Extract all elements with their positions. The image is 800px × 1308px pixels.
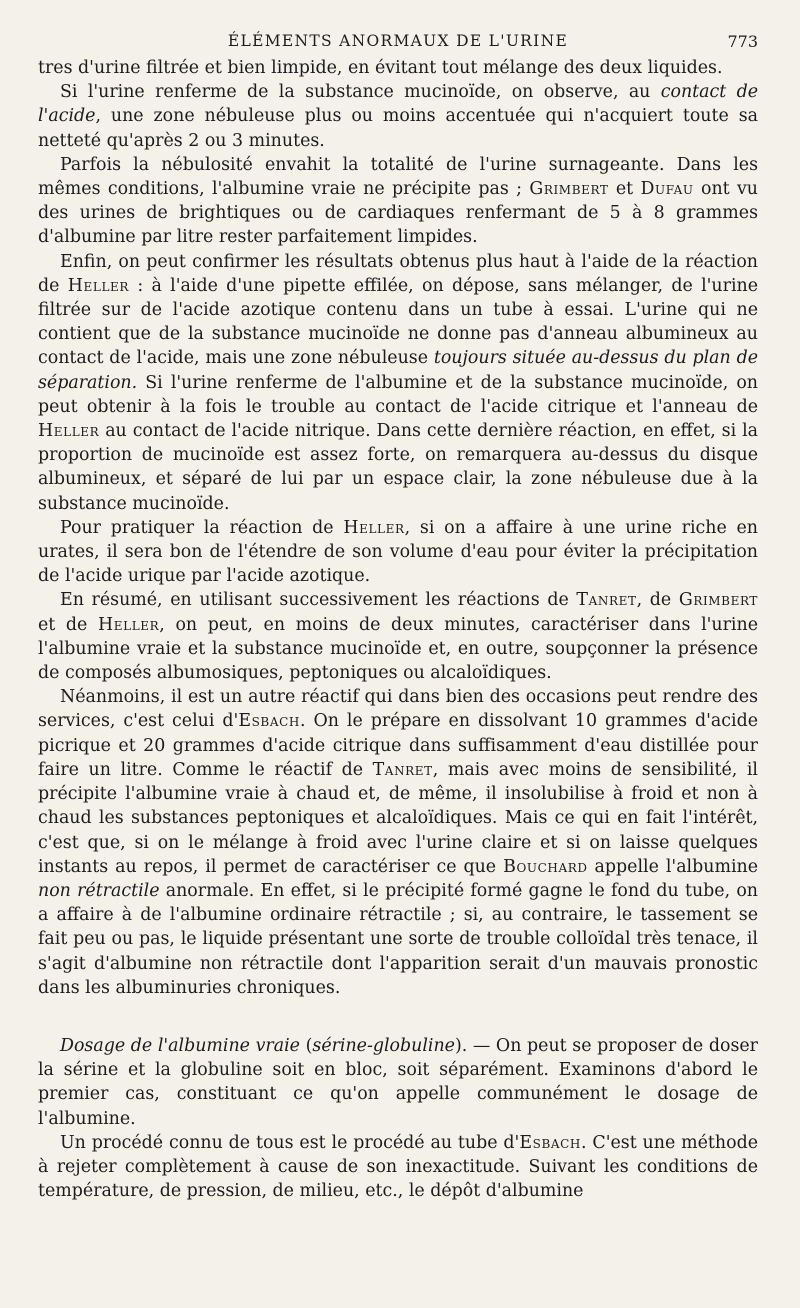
author-name: Heller	[67, 275, 130, 296]
text-run: Néanmoins, il est un autre réactif qui dans bien des occasions peut rendre des services, c'est celui d'	[38, 687, 758, 732]
italic-run: non rétractile	[38, 880, 160, 901]
italic-run: contact de l'acide	[38, 82, 758, 127]
text-run: tres d'urine filtrée et bien limpide, en évitant tout mélange des deux liquides.	[38, 58, 723, 78]
author-name: Bouchard	[503, 856, 588, 877]
text-run: , si on a affaire à une urine riche en urates, il sera bon de l'étendre de son volume d'eau pour éviter la précipitation de l'acide urique par l'acide azotique.	[38, 517, 758, 587]
text-run: et	[608, 179, 641, 200]
paragraph-esbach-reagent	[38, 685, 758, 1000]
paragraph-urates	[38, 516, 758, 589]
text-run: ). — On peut se proposer de doser la sérine et la globuline soit en bloc, soit séparément. Examinons d'abord le premier cas, constituant ce qu'on appelle communément le dosage de l'albumine.	[38, 1035, 758, 1129]
text-run: Pour pratiquer la réaction de	[60, 517, 344, 538]
text-run: , mais avec moins de sensibilité, il précipite l'albumine vraie à chaud et, de même, il insolubilise à froid et non à chaud les substances peptoniques et alcaloïdiques. Mais ce qui en fait l'intérêt, c'est que, si on le mélange à froid avec l'urine claire et si on laisse quelques instants au repos, il permet de caractériser ce que	[38, 759, 758, 877]
text-run: Si l'urine renferme de l'albumine et de la substance mucinoïde, on peut obtenir à la fois le trouble au contact de l'acide citrique et l'anneau de	[38, 372, 758, 417]
author-name: Dufau	[640, 179, 694, 200]
paragraph-mucinoid-contact	[38, 80, 758, 153]
italic-run: toujours située au-dessus du plan de séparation.	[38, 348, 758, 393]
paragraph-continuation	[38, 56, 758, 80]
text-run: appelle l'albumine	[587, 856, 758, 877]
body-text	[38, 56, 758, 1203]
text-run: , de	[636, 590, 679, 611]
author-name: Tanret	[576, 590, 637, 611]
text-run: ont vu des urines de brightiques ou de cardiaques renfermant de 5 à 8 grammes d'albumine par litre rester parfaitement limpides.	[38, 179, 759, 248]
section-heading: Dosage de l'albumine vraie	[60, 1035, 300, 1056]
author-name: Grimbert	[678, 590, 758, 611]
text-run: anormale. En effet, si le précipité formé gagne le fond du tube, on a affaire à de l'albumine ordinaire rétractile ; si, au contraire, le tassement se fait peu ou pas, le liquide présentant une sorte de trouble colloïdal très tenace, il s'agit d'albumine non rétractile dont l'apparition serait d'un mauvais pronostic dans les albuminuries chroniques.	[38, 880, 758, 998]
text-run: (	[299, 1035, 313, 1056]
paragraph-esbach-tube	[38, 1131, 758, 1204]
text-run: . C'est une méthode à rejeter complètement à cause de son inexactitude. Suivant les conditions de température, de pression, de milieu, etc., le dépôt d'albumine	[38, 1132, 758, 1202]
text-run: Enfin, on peut confirmer les résultats obtenus plus haut à l'aide de la réaction de	[38, 251, 758, 296]
paragraph-dosage-heading	[38, 1034, 758, 1131]
author-name: Heller	[343, 517, 405, 538]
paragraph-nebulosity	[38, 153, 758, 250]
text-run: Parfois la nébulosité envahit la totalité de l'urine surnageante. Dans les mêmes conditions, l'albumine vraie ne précipite pas ;	[38, 154, 758, 200]
text-run: au contact de l'acide nitrique. Dans cette dernière réaction, en effet, si la proportion de mucinoïde est assez forte, on remarquera au-dessus du disque albumineux, et séparé de lui par un espace clair, la zone nébuleuse due à la substance mucinoïde.	[38, 421, 758, 514]
text-run: , on peut, en moins de deux minutes, caractériser dans l'urine l'albumine vraie et la substance mucinoïde et, en outre, soupçonner la présence de composés albumosiques, peptoniques ou alcaloïdiques.	[38, 614, 758, 684]
text-run: . On le prépare en dissolvant 10 grammes d'acide picrique et 20 grammes d'acide citrique dans suffisamment d'eau distillée pour faire un litre. Comme le réactif de	[38, 711, 758, 780]
author-name: Grimbert	[529, 179, 609, 200]
text-run: En résumé, en utilisant successivement les réactions de	[60, 590, 577, 611]
text-run: Un procédé connu de tous est le procédé au tube d'	[60, 1132, 520, 1153]
page-number: 773	[727, 32, 758, 51]
author-name: Esbach	[519, 1132, 581, 1153]
text-run: : à l'aide d'une pipette effilée, on dépose, sans mélanger, de l'urine filtrée sur de l'acide azotique contenu dans un tube à essai. L'urine qui ne contient que de la substance mucinoïde ne donne pas d'anneau albumineux au contact de l'acide, mais une zone nébuleuse	[38, 275, 758, 369]
page-header	[38, 22, 758, 56]
running-head: ÉLÉMENTS ANORMAUX DE L'URINE	[227, 32, 569, 50]
paragraph-heller-reaction	[38, 250, 758, 516]
paragraph-summary	[38, 588, 758, 685]
author-name: Heller	[38, 421, 100, 442]
author-name: Tanret	[372, 759, 433, 780]
italic-run: sérine-globuline	[312, 1035, 455, 1056]
text-run: et de	[38, 614, 98, 635]
text-run: Si l'urine renferme de la substance mucinoïde, on observe, au	[60, 82, 661, 103]
text-run: , une zone nébuleuse plus ou moins accentuée qui n'acquiert toute sa netteté qu'après 2 ou 3 minutes.	[38, 106, 758, 151]
author-name: Esbach	[238, 711, 300, 732]
author-name: Heller	[98, 614, 160, 635]
